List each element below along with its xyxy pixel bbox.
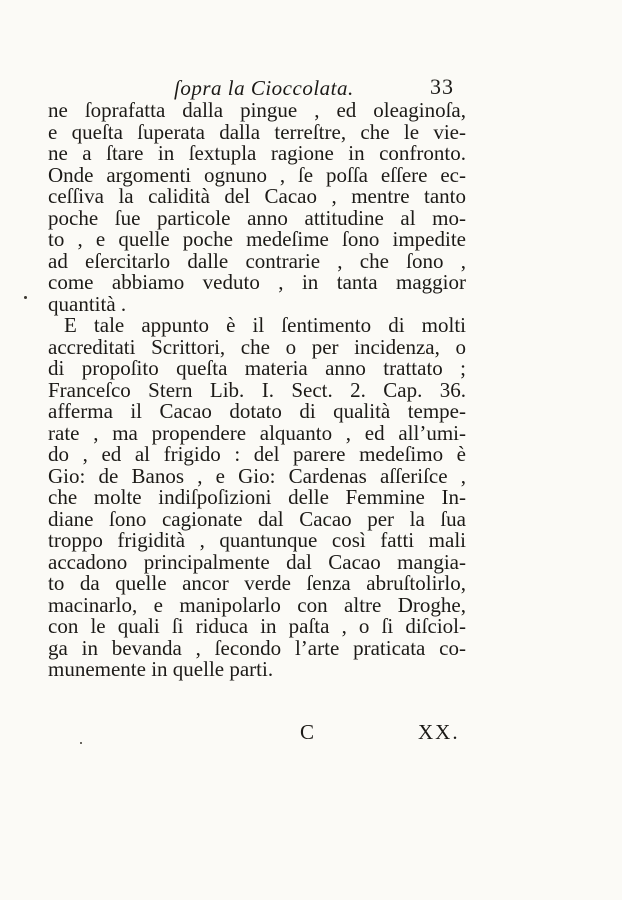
text-line: accreditati Scrittori, che o per incidenza, o xyxy=(48,334,466,359)
page-number: 33 xyxy=(430,74,454,99)
text-line: Gio: de Banos , e Gio: Cardenas aſſeriſce , xyxy=(48,463,466,488)
paragraph-start-line: E tale appunto è il ſentimento di molti xyxy=(64,313,466,337)
text-line: to da quelle ancor verde ſenza abruſtolirlo, xyxy=(48,571,466,595)
text-line: accadono principalmente dal Cacao mangia- xyxy=(48,549,466,574)
text-line: troppo frigidità , quantunque così fatti mali xyxy=(48,528,466,552)
text-line: e queſta ſuperata dalla terreſtre, che le vie- xyxy=(48,119,466,144)
body-text xyxy=(48,100,466,681)
text-line: che molte indiſpoſizioni delle Femmine In- xyxy=(48,485,466,509)
text-line: macinarlo, e manipolarlo con altre Droghe, xyxy=(48,592,466,617)
text-line: ne ſoprafatta dalla pingue , ed oleaginoſa, xyxy=(48,98,466,122)
catchline xyxy=(0,720,622,746)
text-line: diane ſono cagionate dal Cacao per la ſua xyxy=(48,506,466,531)
text-line: Franceſco Stern Lib. I. Sect. 2. Cap. 36. xyxy=(48,377,466,402)
running-title: ſopra la Cioccolata. xyxy=(174,76,354,100)
text-line: poche ſue particole anno attitudine al mo- xyxy=(48,205,466,230)
catchword: XX. xyxy=(418,720,460,744)
text-line: ceſſiva la calidità del Cacao , mentre tanto xyxy=(48,184,466,208)
ink-speck xyxy=(80,742,82,744)
text-line: ne a ſtare in ſextupla ragione in confronto. xyxy=(48,141,466,165)
paragraph-end-line: quantità . xyxy=(48,291,127,316)
paragraph-end-line: munemente in quelle parti. xyxy=(48,657,274,681)
ink-speck xyxy=(24,296,27,299)
text-line: Onde argomenti ognuno , ſe poſſa eſſere ec- xyxy=(48,162,466,187)
text-line: afferma il Cacao dotato di qualità tempe- xyxy=(48,399,466,423)
text-line: di propoſito queſta materia anno trattato ; xyxy=(48,356,466,380)
text-line: ad eſercitarlo dalle contrarie , che ſono , xyxy=(48,248,466,273)
text-line: rate , ma propendere alquanto , ed all’umi- xyxy=(48,420,466,445)
signature-mark: C xyxy=(300,720,317,744)
text-line: do , ed al frigido : del parere medeſimo è xyxy=(48,442,466,466)
text-line: to , e quelle poche medeſime ſono impedite xyxy=(48,227,466,251)
text-line: con le quali ſi riduca in paſta , o ſi diſciol- xyxy=(48,614,466,638)
text-line: ga in bevanda , ſecondo l’arte praticata co- xyxy=(48,635,466,660)
text-line: come abbiamo veduto , in tanta maggior xyxy=(48,270,466,294)
